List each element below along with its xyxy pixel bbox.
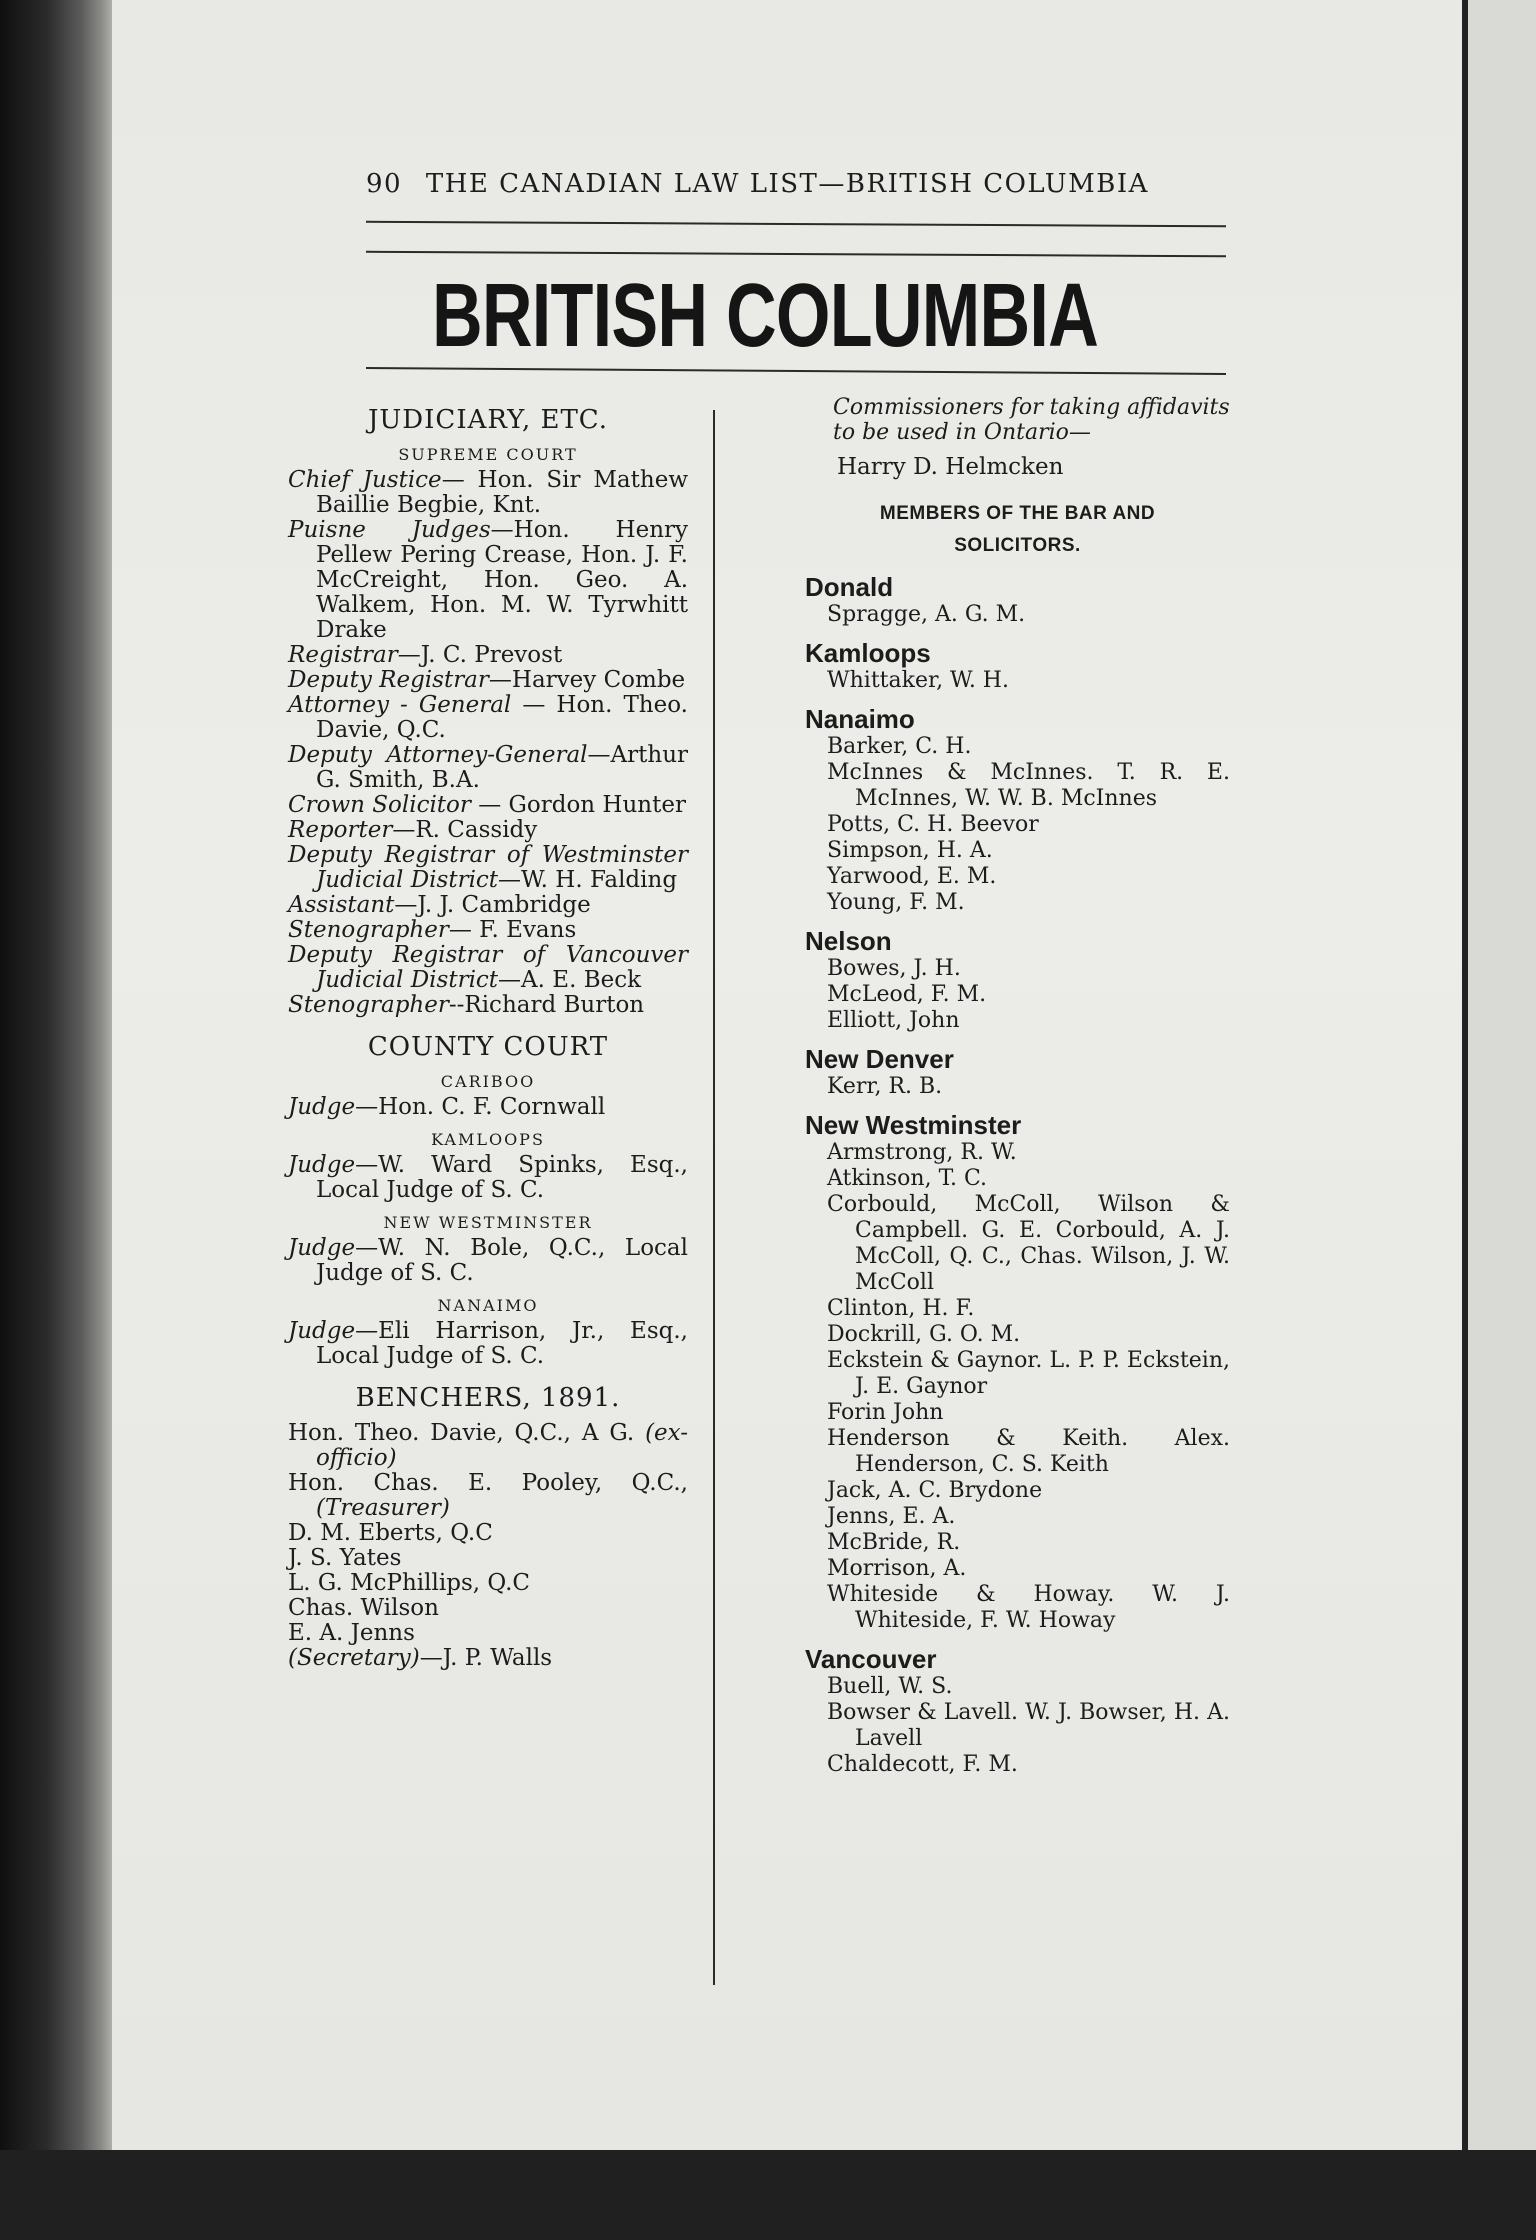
county-entry <box>288 1153 688 1203</box>
secretary-name: —J. P. Walls <box>419 1645 553 1671</box>
entry-role: Attorney - General <box>288 692 512 718</box>
bencher-entry <box>288 1596 688 1621</box>
county-entry <box>288 1236 688 1286</box>
page-title: BRITISH COLUMBIA <box>431 266 1099 366</box>
lawyer-list <box>827 956 1230 1034</box>
county-district: KAMLOOPS <box>431 1130 545 1149</box>
lawyer-list <box>827 1074 1230 1100</box>
lawyer-entry: Whiteside & Howay. W. J. Whiteside, F. W. Howay <box>827 1582 1230 1633</box>
lawyer-list <box>827 734 1230 916</box>
entry-role: Deputy Registrar <box>288 667 489 693</box>
title-rule-bottom <box>366 367 1226 375</box>
bencher-entry <box>288 1521 688 1546</box>
lawyer-entry: Buell, W. S. <box>827 1674 953 1699</box>
lawyer-list <box>827 668 1230 694</box>
running-title: THE CANADIAN LAW LIST—BRITISH COLUMBIA <box>425 169 1149 199</box>
lawyer-entry: Kerr, R. B. <box>827 1074 943 1099</box>
town-heading: Kamloops <box>805 638 931 668</box>
lawyer-entry: Atkinson, T. C. <box>827 1166 988 1191</box>
supreme-entry <box>288 668 688 693</box>
lawyer-entry: Eckstein & Gaynor. L. P. P. Eckstein, J. E. Gaynor <box>827 1348 1230 1399</box>
bottom-shadow <box>0 2150 1536 2240</box>
entry-role: Judge <box>288 1152 356 1178</box>
bar-heading-line-1: MEMBERS OF THE BAR AND <box>879 503 1156 524</box>
entry-text: —J. J. Cambridge <box>394 892 591 918</box>
entry-text: —Harvey Combe <box>488 667 686 693</box>
lawyer-entry: Henderson & Keith. Alex. Henderson, C. S. Keith <box>827 1426 1230 1477</box>
entry-text: —Arthur G. Smith, B.A. <box>316 742 688 793</box>
supreme-entry <box>288 693 688 743</box>
bencher-entry <box>288 1546 688 1571</box>
county-court-heading: COUNTY COURT <box>367 1032 609 1062</box>
lawyer-entry: Armstrong, R. W. <box>827 1140 1017 1165</box>
entry-role: Crown Solicitor <box>288 792 471 818</box>
lawyer-entry: Clinton, H. F. <box>827 1296 975 1321</box>
entry-role: Judge <box>288 1318 356 1344</box>
bencher-entry <box>288 1471 688 1521</box>
bencher-name: Chas. Wilson <box>288 1595 439 1621</box>
entry-text: —A. E. Beck <box>498 967 642 993</box>
supreme-entry <box>288 468 688 518</box>
town-heading: New Westminster <box>805 1110 1022 1140</box>
entry-role: Stenographer <box>288 917 449 943</box>
lawyer-entry: Elliott, John <box>827 1008 960 1033</box>
entry-text: --Richard Burton <box>448 992 645 1018</box>
entry-text: — Hon. Theo. Davie, Q.C. <box>316 692 688 743</box>
county-district: CARIBOO <box>440 1072 536 1091</box>
supreme-entry <box>288 843 688 893</box>
supreme-entry <box>288 818 688 843</box>
commissioner-name: Harry D. Helmcken <box>837 454 1064 480</box>
county-district: NANAIMO <box>437 1296 539 1315</box>
entry-role: Deputy Attorney-General <box>288 742 588 768</box>
entry-text: — Hon. Sir Mathew Baillie Begbie, Knt. <box>316 467 689 518</box>
book-spine <box>0 0 115 2240</box>
entry-role: Assistant <box>288 892 395 918</box>
entry-role: Chief Justice <box>288 467 442 493</box>
supreme-entry <box>288 743 688 793</box>
lawyer-list <box>827 602 1230 628</box>
column-divider <box>713 410 715 1985</box>
bencher-name: Hon. Chas. E. Pooley, Q.C., <box>288 1470 688 1496</box>
entry-role: Registrar <box>288 642 398 668</box>
lawyer-entry: Jenns, E. A. <box>827 1504 956 1529</box>
left-column <box>288 395 688 1671</box>
lawyer-entry: Forin John <box>827 1400 944 1425</box>
right-column <box>805 395 1230 1778</box>
entry-text: —W. H. Falding <box>498 867 678 893</box>
entry-text: —J. C. Prevost <box>397 642 563 668</box>
bencher-name: J. S. Yates <box>288 1545 402 1571</box>
lawyer-entry: Chaldecott, F. M. <box>827 1752 1018 1777</box>
running-head <box>366 169 1226 199</box>
lawyer-entry: Young, F. M. <box>827 890 965 915</box>
lawyer-entry: Bowser & Lavell. W. J. Bowser, H. A. Lavell <box>827 1700 1230 1751</box>
entry-role: Stenographer <box>288 992 449 1018</box>
lawyer-entry: Whittaker, W. H. <box>827 668 1009 693</box>
secretary-entry <box>288 1646 688 1671</box>
document-page <box>288 165 1230 1995</box>
county-entry <box>288 1095 688 1120</box>
lawyer-entry: McBride, R. <box>827 1530 961 1555</box>
bar-heading-line-2: SOLICITORS. <box>954 535 1081 556</box>
entry-role: Puisne Judges <box>288 517 491 543</box>
lawyer-entry: McInnes & McInnes. T. R. E. McInnes, W. W. B. McInnes <box>827 760 1230 811</box>
lawyer-entry: Dockrill, G. O. M. <box>827 1322 1021 1347</box>
supreme-entry <box>288 643 688 668</box>
bencher-entry <box>288 1571 688 1596</box>
supreme-entry <box>288 918 688 943</box>
entry-text: —R. Cassidy <box>392 817 538 843</box>
bar-heading <box>805 498 1230 562</box>
county-district: NEW WESTMINSTER <box>383 1213 593 1232</box>
lawyer-entry: Corbould, McColl, Wilson & Campbell. G. E. Corbould, A. J. McColl, Q. C., Chas. Wilson, J. W. McColl <box>827 1192 1230 1295</box>
header-rule <box>366 221 1226 228</box>
secretary-role: (Secretary) <box>288 1645 420 1671</box>
supreme-entry <box>288 518 688 643</box>
entry-role: Judge <box>288 1094 356 1120</box>
lawyer-entry: Morrison, A. <box>827 1556 967 1581</box>
supreme-court-heading: SUPREME COURT <box>398 445 578 464</box>
town-heading: Donald <box>805 572 894 602</box>
benchers-list <box>288 1421 688 1646</box>
supreme-entry <box>288 993 688 1018</box>
entry-text: —Hon. Henry Pellew Pering Crease, Hon. J. F. McCreight, Hon. Geo. A. Walkem, Hon. M. W. Tyrwhitt Drake <box>316 517 689 643</box>
bencher-name: L. G. McPhillips, Q.C <box>288 1570 530 1596</box>
lawyer-entry: Potts, C. H. Beevor <box>827 812 1039 837</box>
entry-role: Reporter <box>288 817 393 843</box>
town-heading: Nanaimo <box>805 704 915 734</box>
lawyer-entry: Bowes, J. H. <box>827 956 961 981</box>
lawyer-entry: Jack, A. C. Brydone <box>827 1478 1043 1503</box>
judiciary-heading: JUDICIARY, ETC. <box>367 405 609 435</box>
bencher-entry <box>288 1621 688 1646</box>
supreme-entry <box>288 893 688 918</box>
supreme-entry <box>288 943 688 993</box>
title-rule-top <box>366 251 1226 258</box>
bencher-entry <box>288 1421 688 1471</box>
county-entry <box>288 1319 688 1369</box>
lawyer-entry: Barker, C. H. <box>827 734 972 759</box>
bencher-name: D. M. Eberts, Q.C <box>288 1520 493 1546</box>
lawyer-entry: Spragge, A. G. M. <box>827 602 1026 627</box>
towns-list <box>805 572 1230 1778</box>
county-court-list <box>288 1072 688 1369</box>
bencher-name: Hon. Theo. Davie, Q.C., A G. <box>288 1420 635 1446</box>
bencher-note: (ex-officio) <box>316 1420 688 1471</box>
entry-text: —W. Ward Spinks, Esq., Local Judge of S. C. <box>316 1152 688 1203</box>
lawyer-entry: Simpson, H. A. <box>827 838 993 863</box>
entry-text: —Eli Harrison, Jr., Esq., Local Judge of S. C. <box>316 1318 688 1369</box>
entry-text: — F. Evans <box>448 917 577 943</box>
entry-text: — Gordon Hunter <box>470 792 686 818</box>
town-heading: Vancouver <box>805 1644 937 1674</box>
lawyer-list <box>827 1674 1230 1778</box>
next-page-edge <box>1462 0 1536 2240</box>
lawyer-list <box>827 1140 1230 1634</box>
benchers-heading: BENCHERS, 1891. <box>355 1383 621 1413</box>
gutter-line <box>1462 0 1468 2240</box>
town-heading: New Denver <box>805 1044 954 1074</box>
entry-text: —W. N. Bole, Q.C., Local Judge of S. C. <box>316 1235 688 1286</box>
supreme-entry <box>288 793 688 818</box>
lawyer-entry: McLeod, F. M. <box>827 982 987 1007</box>
supreme-court-list <box>288 468 688 1018</box>
lawyer-entry: Yarwood, E. M. <box>827 864 997 889</box>
entry-role: Deputy Registrar of Vancouver Judicial District <box>288 942 688 993</box>
commissioners-note: Commissioners for taking affidavits to be used in Ontario— <box>833 395 1230 445</box>
town-heading: Nelson <box>805 926 892 956</box>
bencher-name: E. A. Jenns <box>288 1620 415 1646</box>
entry-role: Judge <box>288 1235 356 1261</box>
entry-text: —Hon. C. F. Cornwall <box>355 1094 606 1120</box>
entry-role: Deputy Registrar of Westminster Judicial District <box>288 842 688 893</box>
page-number: 90 <box>366 169 403 199</box>
bencher-note: (Treasurer) <box>316 1495 450 1521</box>
